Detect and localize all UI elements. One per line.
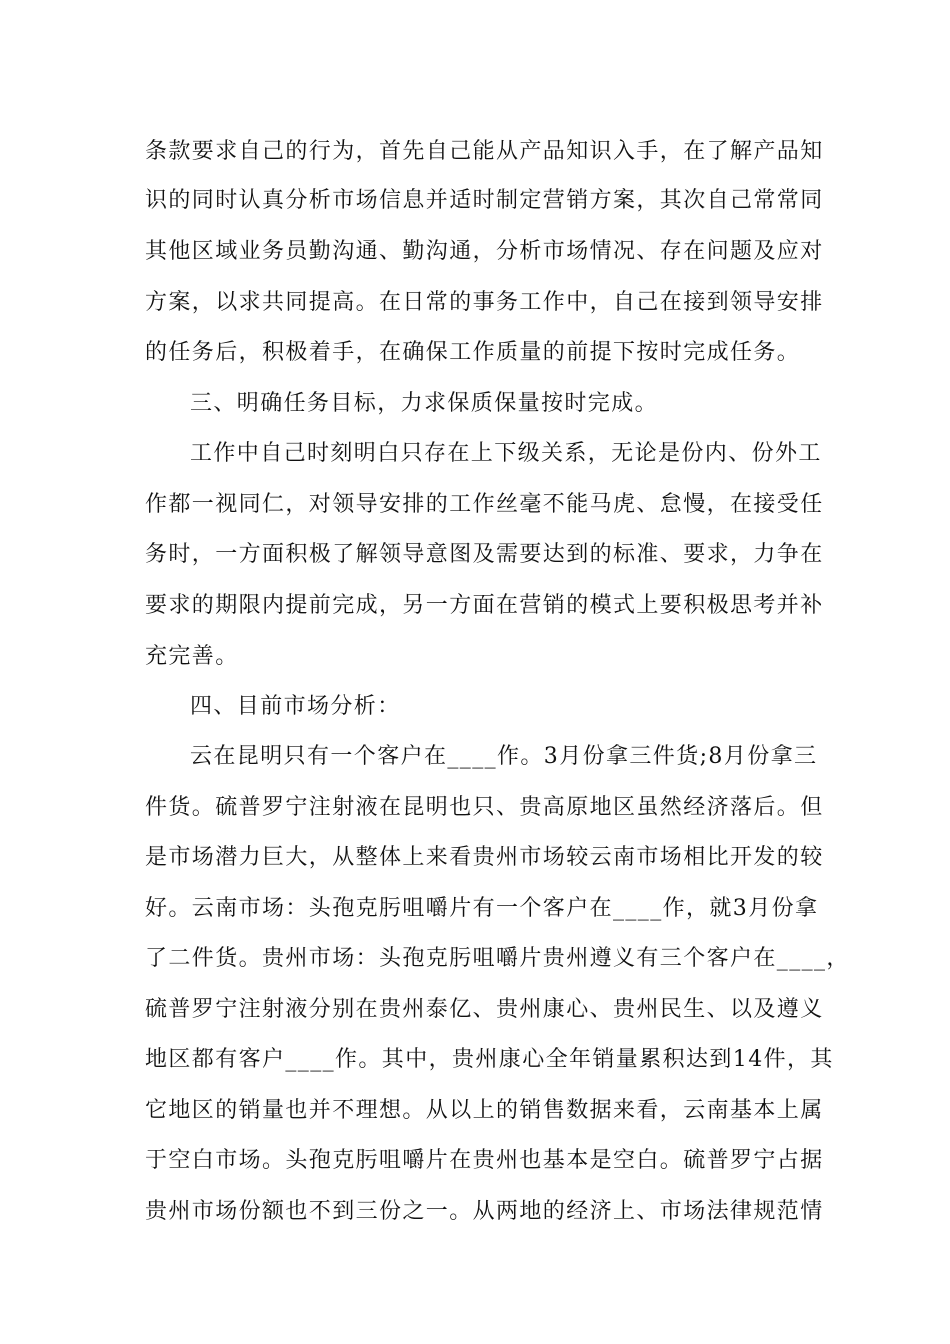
body-text-line: 于空白市场。头孢克肟咀嚼片在贵州也基本是空白。硫普罗宁占据	[145, 1148, 824, 1173]
section-heading: 四、目前市场分析：	[190, 694, 401, 719]
body-text-line: 方案，以求共同提高。在日常的事务工作中，自己在接到领导安排	[145, 290, 824, 315]
body-text-line: 识的同时认真分析市场信息并适时制定营销方案，其次自己常常同	[145, 188, 824, 213]
body-text-line: 务时，一方面积极了解领导意图及需要达到的标准、要求，力争在	[145, 542, 824, 567]
body-text-line: 充完善。	[145, 644, 239, 669]
section-heading: 三、明确任务目标，力求保质保量按时完成。	[190, 391, 659, 416]
body-text-line: 条款要求自己的行为，首先自己能从产品知识入手，在了解产品知	[145, 139, 824, 164]
body-text-line: 是市场潜力巨大，从整体上来看贵州市场较云南市场相比开发的较	[145, 845, 824, 870]
body-text-line: 工作中自己时刻明白只存在上下级关系，无论是份内、份外工	[190, 441, 822, 466]
body-text-line: 要求的期限内提前完成，另一方面在营销的模式上要积极思考并补	[145, 593, 824, 618]
body-text-line: 其他区域业务员勤沟通、勤沟通，分析市场情况、存在问题及应对	[145, 239, 824, 264]
body-text-line: 硫普罗宁注射液分别在贵州泰亿、贵州康心、贵州民生、以及遵义	[145, 997, 824, 1022]
body-text-line: 件货。硫普罗宁注射液在昆明也只、贵高原地区虽然经济落后。但	[145, 795, 824, 820]
body-text-line: 它地区的销量也并不理想。从以上的销售数据来看，云南基本上属	[145, 1098, 824, 1123]
body-text-line: 贵州市场份额也不到三份之一。从两地的经济上、市场法律规范情	[145, 1199, 824, 1224]
body-text-line: 云在昆明只有一个客户在____作。3月份拿三件货;8月份拿三	[190, 744, 818, 769]
body-text-line: 地区都有客户____作。其中，贵州康心全年销量累积达到14件，其	[145, 1047, 834, 1072]
body-text-line: 了二件货。贵州市场：头孢克肟咀嚼片贵州遵义有三个客户在____，	[145, 946, 850, 971]
body-text-line: 的任务后，积极着手，在确保工作质量的前提下按时完成任务。	[145, 340, 801, 365]
body-text-line: 好。云南市场：头孢克肟咀嚼片有一个客户在____作，就3月份拿	[145, 896, 819, 921]
body-text-line: 作都一视同仁，对领导安排的工作丝毫不能马虎、怠慢，在接受任	[145, 492, 824, 517]
